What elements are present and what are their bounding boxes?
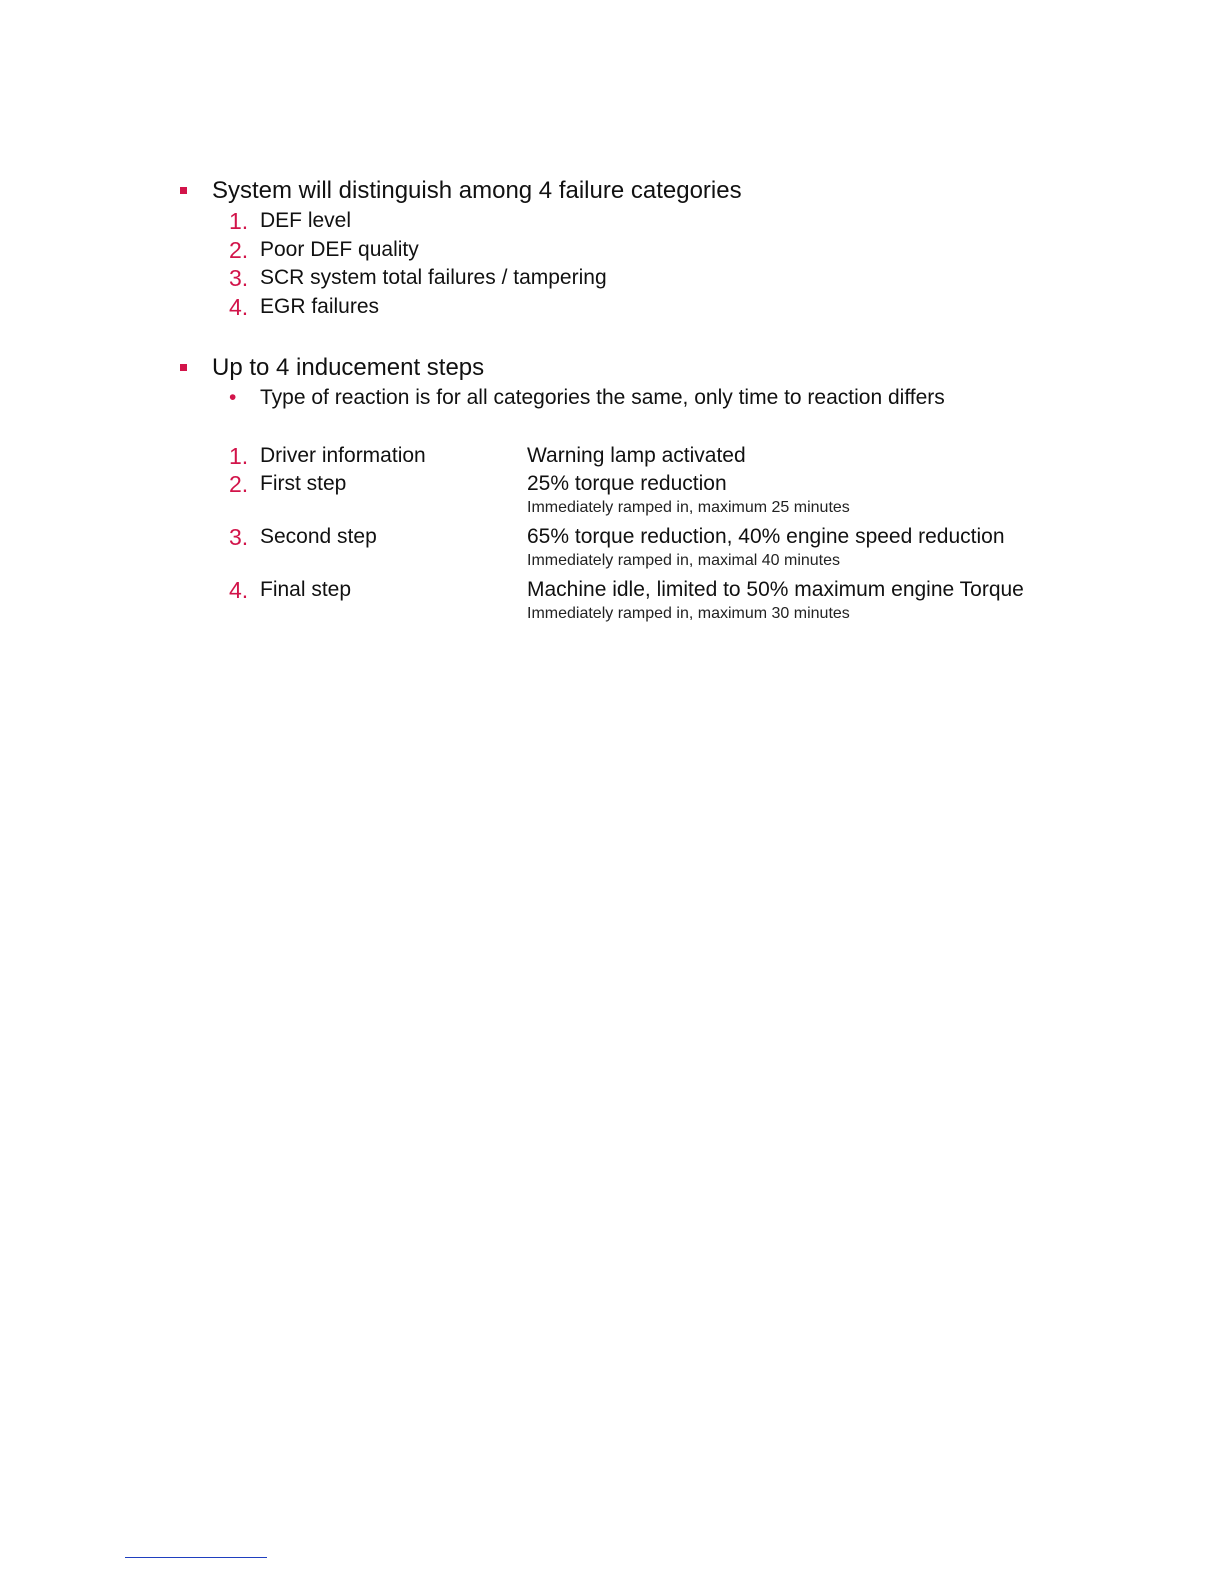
step-name: Final step xyxy=(260,578,352,601)
list-item-text: Poor DEF quality xyxy=(260,238,419,261)
step-name: Driver information xyxy=(260,444,426,467)
step-number: 1. xyxy=(229,443,249,469)
list-number: 4. xyxy=(229,294,249,320)
step-reaction: Machine idle, limited to 50% maximum engine Torque xyxy=(527,578,1024,601)
step-reaction: 65% torque reduction, 40% engine speed reduction xyxy=(527,525,1005,548)
list-number: 3. xyxy=(229,265,249,291)
step-note: Immediately ramped in, maximum 25 minutes xyxy=(527,499,850,516)
list-item-text: EGR failures xyxy=(260,295,380,318)
step-name: Second step xyxy=(260,525,377,548)
footnote-separator xyxy=(125,1557,267,1558)
step-note: Immediately ramped in, maximum 30 minutes xyxy=(527,605,850,622)
list-item-text: SCR system total failures / tampering xyxy=(260,266,607,289)
round-bullet-icon: • xyxy=(229,386,237,409)
step-note: Immediately ramped in, maximal 40 minutes xyxy=(527,552,841,569)
square-bullet-icon xyxy=(180,364,187,371)
heading-text: Up to 4 inducement steps xyxy=(212,354,485,381)
step-name: First step xyxy=(260,472,347,495)
list-number: 1. xyxy=(229,208,249,234)
sub-bullet-text: Type of reaction is for all categories the same, only time to reaction differs xyxy=(260,386,945,409)
heading-text: System will distinguish among 4 failure categories xyxy=(212,177,742,204)
step-number: 3. xyxy=(229,524,249,550)
list-number: 2. xyxy=(229,237,249,263)
step-number: 2. xyxy=(229,471,249,497)
step-reaction: Warning lamp activated xyxy=(527,444,746,467)
step-number: 4. xyxy=(229,577,249,603)
square-bullet-icon xyxy=(180,187,187,194)
step-reaction: 25% torque reduction xyxy=(527,472,727,495)
list-item-text: DEF level xyxy=(260,209,352,232)
